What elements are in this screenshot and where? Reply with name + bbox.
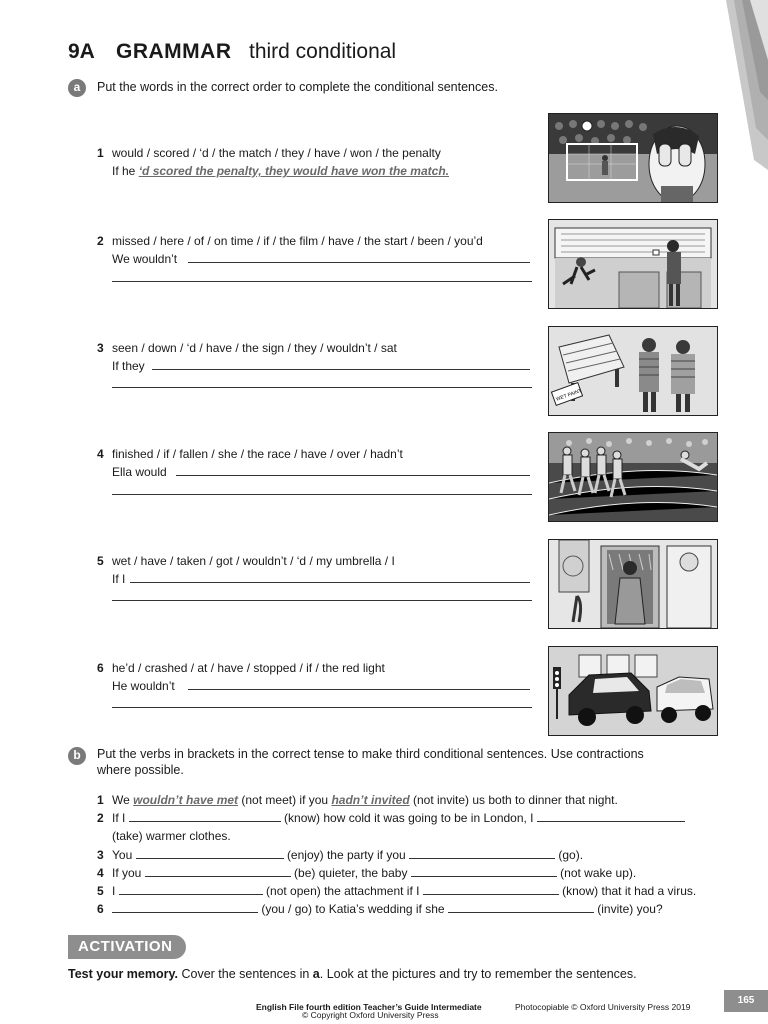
sentence-5-blank-2[interactable]	[423, 882, 559, 895]
item-5-words: 5 wet / have / taken / got / wouldn’t / ‘d / my umbrella / I	[97, 554, 395, 568]
activation-instruction: Test your memory. Cover the sentences in a. Look at the pictures and try to remember the sentences.	[68, 967, 637, 981]
sentence-5-blank-1[interactable]	[119, 882, 263, 895]
picture-football-penalty	[548, 113, 718, 203]
sentence-6-blank-1[interactable]	[112, 900, 258, 913]
activation-banner: ACTIVATION	[68, 935, 186, 959]
sentence-2-blank-2[interactable]	[537, 809, 685, 822]
item-2-answer-line-2[interactable]	[112, 281, 532, 282]
exercise-a-badge: a	[68, 79, 86, 97]
page-number: 165	[724, 990, 768, 1012]
item-2-sentence: We wouldn’t	[112, 252, 178, 266]
unit-number: 9A	[68, 40, 95, 63]
footer-book-title: English File fourth edition Teacher’s Guide Intermediate	[256, 1002, 482, 1012]
item-6-words: 6 he’d / crashed / at / have / stopped / if / the red light	[97, 661, 385, 675]
wet-paint-sign-text: WET PAINT	[555, 388, 583, 403]
item-1-answer: ‘d scored the penalty, they would have won the match.	[138, 164, 449, 178]
footer-copyright: © Copyright Oxford University Press	[302, 1010, 439, 1020]
picture-race	[548, 432, 718, 522]
picture-car-crash	[548, 646, 718, 736]
picture-cinema	[548, 219, 718, 309]
picture-wet-paint-bench	[548, 326, 718, 416]
item-1-sentence: If he ‘d scored the penalty, they would have won the match.	[112, 164, 449, 178]
corner-decoration	[726, 0, 768, 170]
item-6-sentence: He wouldn’t	[112, 679, 175, 693]
exercise-b-instruction-line-1: Put the verbs in brackets in the correct tense to make third conditional sentences. Use contractions	[97, 747, 644, 761]
item-5-answer-line-2[interactable]	[112, 600, 532, 601]
item-1-words: 1 would / scored / ‘d / the match / they / have / won / the penalty	[97, 146, 441, 160]
exercise-a-instruction: Put the words in the correct order to complete the conditional sentences.	[97, 80, 498, 94]
item-4-answer-line-1[interactable]	[176, 475, 530, 476]
item-3-answer-line-1[interactable]	[152, 369, 530, 370]
item-3-words: 3 seen / down / ‘d / have / the sign / they / wouldn’t / sat	[97, 341, 397, 355]
sentence-2: 2 If I (know) how cold it was going to be in London, I	[97, 809, 685, 827]
sentence-4: 4 If you (be) quieter, the baby (not wake up).	[97, 866, 637, 880]
sentence-4-blank-1[interactable]	[145, 864, 291, 877]
item-5-sentence: If I	[112, 572, 126, 586]
item-5-answer-line-1[interactable]	[130, 582, 530, 583]
item-2-answer-line-1[interactable]	[188, 262, 530, 263]
item-6-answer-line-2[interactable]	[112, 707, 532, 708]
sentence-6: 6 (you / go) to Katia’s wedding if she (invite) you?	[97, 902, 663, 916]
sentence-3-blank-1[interactable]	[136, 846, 284, 859]
item-3-sentence: If they	[112, 359, 145, 373]
sentence-3: 3 You (enjoy) the party if you (go).	[97, 848, 584, 862]
exercise-b-badge: b	[68, 747, 86, 765]
sentence-3-blank-2[interactable]	[409, 846, 555, 859]
section-title: GRAMMAR	[116, 40, 232, 63]
item-4-words: 4 finished / if / fallen / she / the race / have / over / hadn’t	[97, 447, 403, 461]
exercise-b-instruction-line-2: where possible.	[97, 763, 184, 777]
picture-wet-woman	[548, 539, 718, 629]
sentence-1: 1 We wouldn’t have met (not meet) if you hadn’t invited (not invite) us both to dinner that night.	[97, 793, 618, 807]
sentence-2-continued: (take) warmer clothes.	[112, 829, 231, 843]
footer-photocopiable: Photocopiable © Oxford University Press 2019	[515, 1002, 691, 1012]
item-4-sentence: Ella would	[112, 465, 167, 479]
sentence-4-blank-2[interactable]	[411, 864, 557, 877]
topic-title: third conditional	[249, 40, 397, 63]
item-4-answer-line-2[interactable]	[112, 494, 532, 495]
sentence-5: 5 I (not open) the attachment if I (know) that it had a virus.	[97, 884, 697, 898]
sentence-2-blank-1[interactable]	[129, 809, 281, 822]
item-6-answer-line-1[interactable]	[188, 689, 530, 690]
sentence-6-blank-2[interactable]	[448, 900, 594, 913]
item-2-words: 2 missed / here / of / on time / if / the film / have / the start / been / you’d	[97, 234, 483, 248]
item-3-answer-line-2[interactable]	[112, 387, 532, 388]
